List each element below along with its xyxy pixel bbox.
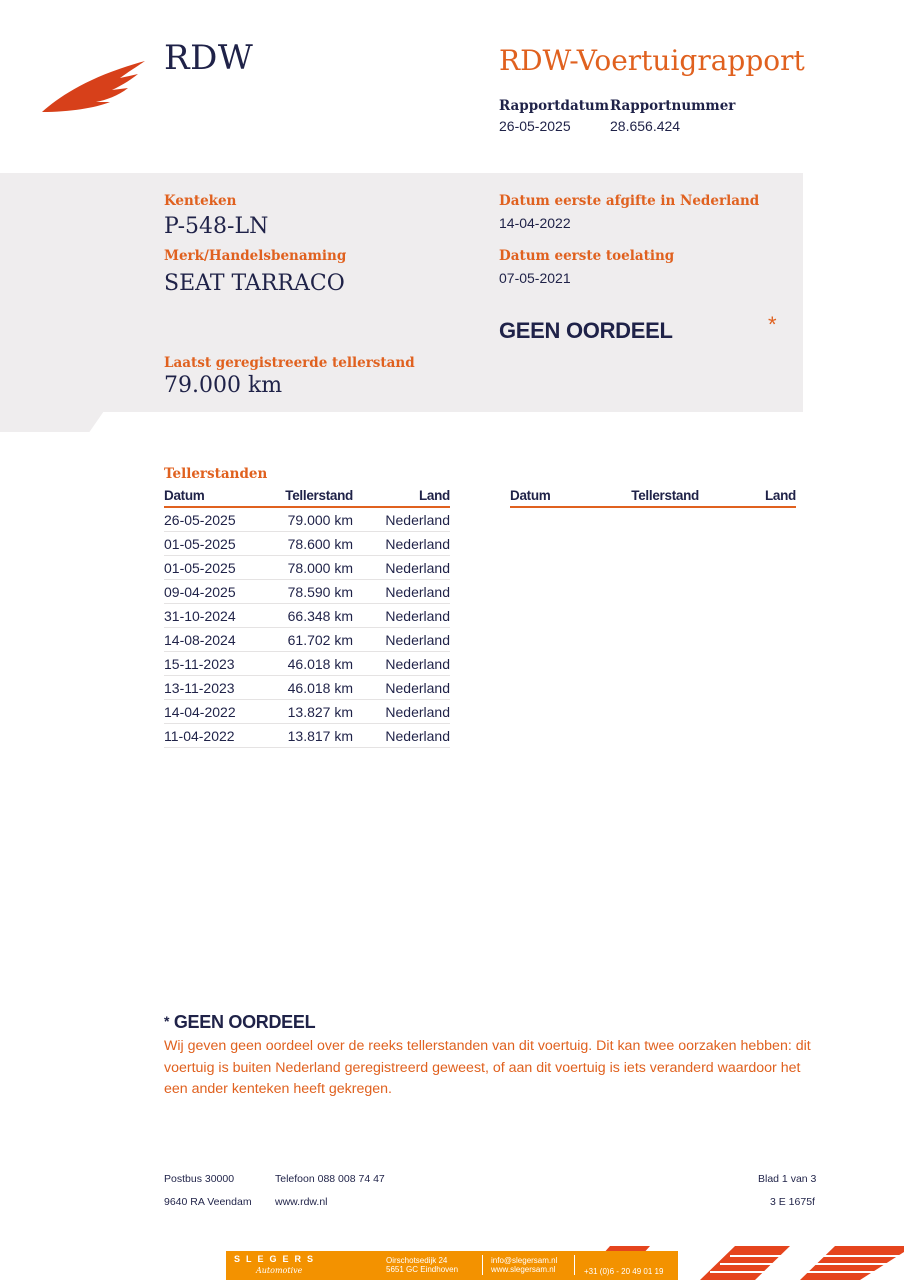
table-row — [164, 700, 450, 724]
footer-city: 9640 RA Veendam — [164, 1196, 252, 1208]
cell-country: Nederland — [353, 604, 450, 628]
table-row — [164, 652, 450, 676]
verdict-asterisk: * — [768, 312, 777, 337]
last-odometer-label: Laatst geregistreerde tellerstand — [164, 355, 415, 371]
plate-label: Kenteken — [164, 193, 237, 209]
dealer-email[interactable]: info@slegersam.nl — [491, 1256, 558, 1265]
cell-odometer: 46.018 km — [282, 676, 353, 700]
cell-country: Nederland — [353, 724, 450, 748]
cell-country: Nederland — [353, 652, 450, 676]
brand-value: SEAT TARRACO — [164, 271, 345, 296]
cell-country: Nederland — [353, 507, 450, 532]
column-header-odometer: Tellerstand — [628, 486, 699, 507]
table-header-row — [164, 486, 450, 507]
first-issue-nl-label: Datum eerste afgifte in Nederland — [499, 193, 760, 209]
column-header-country: Land — [353, 486, 450, 507]
cell-date: 11-04-2022 — [164, 724, 282, 748]
cell-odometer: 13.817 km — [282, 724, 353, 748]
cell-odometer: 46.018 km — [282, 652, 353, 676]
report-title: RDW-Voertuigrapport — [499, 44, 805, 77]
dealer-address-line2: 5651 GC Eindhoven — [386, 1265, 459, 1274]
dealer-banner — [226, 1251, 678, 1280]
rdw-feather-logo-icon — [40, 56, 150, 116]
footer-website[interactable]: www.rdw.nl — [275, 1196, 328, 1208]
cell-odometer: 78.600 km — [282, 532, 353, 556]
cell-country: Nederland — [353, 532, 450, 556]
column-header-date: Datum — [510, 486, 628, 507]
banner-divider — [574, 1255, 575, 1275]
table-row — [164, 628, 450, 652]
first-issue-nl-value: 14-04-2022 — [499, 215, 571, 231]
verdict-text: GEEN OORDEEL — [499, 318, 673, 343]
dealer-phone: +31 (0)6 - 20 49 01 19 — [584, 1267, 664, 1276]
cell-odometer: 78.590 km — [282, 580, 353, 604]
cell-date: 01-05-2025 — [164, 532, 282, 556]
cell-country: Nederland — [353, 676, 450, 700]
footer-page-number: Blad 1 van 3 — [758, 1173, 817, 1185]
cell-country: Nederland — [353, 700, 450, 724]
dealer-web[interactable]: www.slegersam.nl — [491, 1265, 556, 1274]
cell-odometer: 78.000 km — [282, 556, 353, 580]
table-header-row — [510, 486, 796, 507]
cell-date: 26-05-2025 — [164, 507, 282, 532]
table-row — [164, 724, 450, 748]
column-header-country: Land — [699, 486, 796, 507]
cell-date: 13-11-2023 — [164, 676, 282, 700]
table-row — [164, 604, 450, 628]
report-date-label: Rapportdatum — [499, 98, 610, 114]
report-number-label: Rapportnummer — [610, 98, 736, 114]
rdw-logo-text: RDW — [164, 38, 254, 78]
column-header-date: Datum — [164, 486, 282, 507]
cell-odometer: 13.827 km — [282, 700, 353, 724]
dealer-address-line1: Oirschotsedijk 24 — [386, 1256, 448, 1265]
cell-odometer: 79.000 km — [282, 507, 353, 532]
cell-date: 09-04-2025 — [164, 580, 282, 604]
panel-tab-decoration — [0, 411, 104, 432]
readings-table-left — [164, 486, 450, 748]
cell-odometer: 61.702 km — [282, 628, 353, 652]
first-admission-value: 07-05-2021 — [499, 270, 571, 286]
column-header-odometer: Tellerstand — [282, 486, 353, 507]
banner-divider — [482, 1255, 483, 1275]
cell-date: 14-08-2024 — [164, 628, 282, 652]
cell-date: 15-11-2023 — [164, 652, 282, 676]
cell-country: Nederland — [353, 628, 450, 652]
footer-postbus: Postbus 30000 — [164, 1173, 235, 1185]
table-row — [164, 532, 450, 556]
report-date: 26-05-2025 — [499, 118, 571, 134]
table-row — [164, 676, 450, 700]
cell-odometer: 66.348 km — [282, 604, 353, 628]
footer-phone: Telefoon 088 008 74 47 — [275, 1173, 385, 1185]
footnote-asterisk: * — [164, 1013, 170, 1029]
footnote-title — [164, 1012, 315, 1033]
brand-label: Merk/Handelsbenaming — [164, 248, 347, 264]
table-row — [164, 580, 450, 604]
plate-value: P-548-LN — [164, 214, 269, 239]
report-number: 28.656.424 — [610, 118, 681, 134]
footer-code: 3 E 1675f — [770, 1196, 815, 1208]
cell-country: Nederland — [353, 580, 450, 604]
table-row — [164, 556, 450, 580]
readings-table-right — [510, 486, 796, 508]
readings-title: Tellerstanden — [164, 466, 268, 482]
table-row — [164, 507, 450, 532]
cell-date: 14-04-2022 — [164, 700, 282, 724]
footnote-title-text: GEEN OORDEEL — [173, 1012, 316, 1032]
last-odometer-value: 79.000 km — [164, 373, 283, 398]
footnote-text: Wij geven geen oordeel over de reeks tellerstanden van dit voertuig. Dit kan twee oorzaken hebben: dit voertuig is buiten Nederland geregistreerd geweest, of aan dit voertuig is iets veranderd waardoor het een ander kenteken heeft gekregen. — [164, 1038, 811, 1097]
first-admission-label: Datum eerste toelating — [499, 248, 675, 264]
dealer-name: SLEGERS — [234, 1254, 320, 1264]
cell-country: Nederland — [353, 556, 450, 580]
cell-date: 01-05-2025 — [164, 556, 282, 580]
cell-date: 31-10-2024 — [164, 604, 282, 628]
dealer-tagline: Automotive — [256, 1266, 303, 1275]
